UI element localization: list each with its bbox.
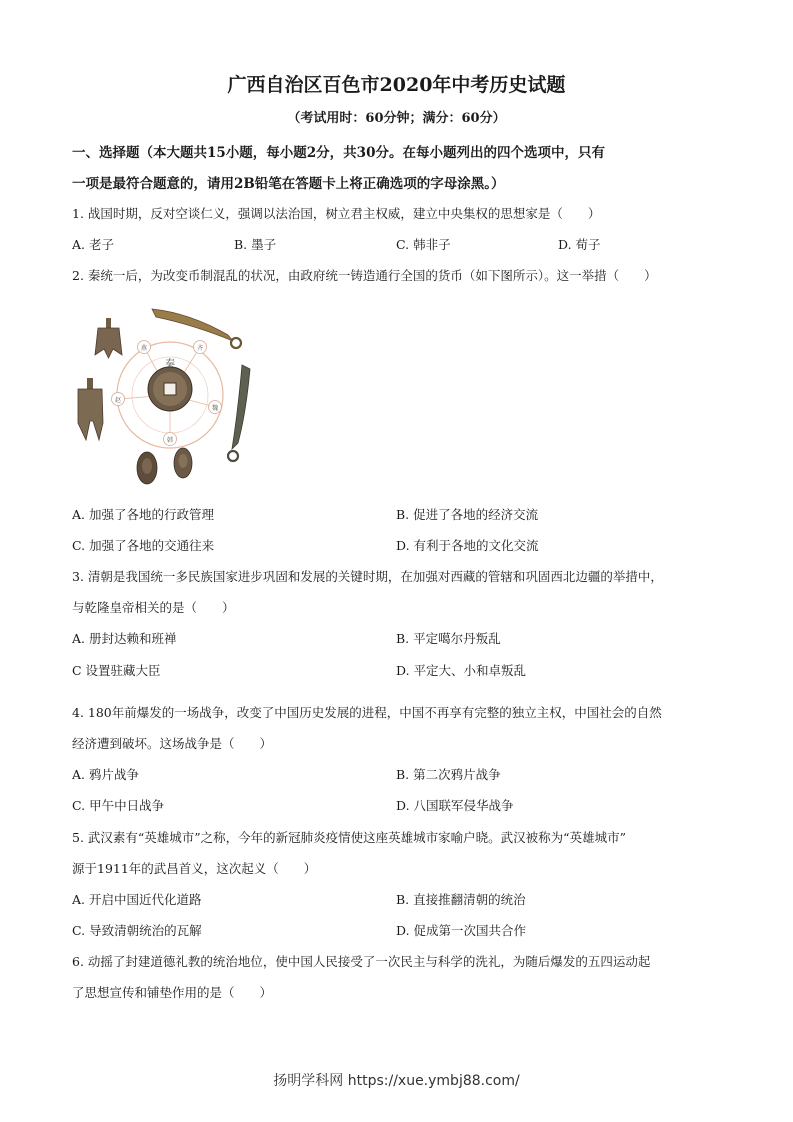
q3-option-b: B. 平定噶尔丹叛乱: [396, 631, 501, 646]
question-6-stem-line2: 了思想宣传和铺垫作用的是（ ）: [72, 985, 273, 1000]
q5-option-d: D. 促成第一次国共合作: [396, 923, 527, 938]
pointed-spade-coin-icon: [78, 378, 103, 440]
state-label-han: 韩: [166, 437, 174, 444]
question-2-stem: 2. 秦统一后，为改变币制混乱的状况，由政府统一铸造通行全国的货币（如下图所示）。这一举措（ ）: [72, 268, 657, 283]
knife-coin-right-icon: [228, 365, 250, 461]
question-3-stem-line1: 3. 清朝是我国统一多民族国家进步巩固和发展的关键时期，在加强对西藏的管辖和巩固西北边疆的举措中，: [72, 569, 663, 584]
q5-option-b: B. 直接推翻清朝的统治: [396, 892, 526, 907]
exam-info: （考试用时：60分钟；满分：60分）: [287, 111, 506, 126]
q4-option-c: C. 甲午中日战争: [72, 798, 165, 813]
question-4-stem-line1: 4. 180年前爆发的一场战争，改变了中国历史发展的进程，中国不再享有完整的独立主权，中国社会的自然: [72, 705, 662, 720]
question-5-stem-line2: 源于1911年的武昌首义，这次起义（ ）: [72, 861, 317, 876]
question-6-stem-line1: 6. 动摇了封建道德礼教的统治地位，使中国人民接受了一次民主与科学的洗礼，为随后爆发的五四运动起: [72, 954, 651, 969]
q3-option-a: A. 册封达赖和班禅: [72, 631, 177, 646]
q4-option-d: D. 八国联军侵华战争: [396, 798, 514, 813]
q4-option-a: A. 鸦片战争: [72, 767, 139, 782]
coin-square-hole: [164, 383, 176, 395]
q2-option-d: D. 有利于各地的文化交流: [396, 538, 539, 553]
q1-option-a: A. 老子: [72, 237, 114, 252]
coin-diagram: [70, 303, 260, 493]
section-heading-line2: 一项是最符合题意的，请用2B铅笔在答题卡上将正确选项的字母涂黑。）: [72, 176, 505, 192]
question-5-stem-line1: 5. 武汉素有“英雄城市”之称，今年的新冠肺炎疫情使这座英雄城市家喻户晓。武汉被称为“英雄城市”: [72, 830, 626, 845]
q2-option-b: B. 促进了各地的经济交流: [396, 507, 539, 522]
center-state-label: 秦: [165, 359, 175, 370]
q3-option-c: C 设置驻藏大臣: [72, 663, 161, 678]
state-label-wei: 魏: [211, 405, 219, 412]
q3-option-d: D. 平定大、小和卓叛乱: [396, 663, 527, 678]
state-label-zhao: 赵: [114, 397, 122, 404]
state-label-qi: 齐: [196, 345, 204, 352]
q5-option-c: C. 导致清朝统治的瓦解: [72, 923, 202, 938]
q5-option-a: A. 开启中国近代化道路: [72, 892, 202, 907]
q1-option-b: B. 墨子: [234, 237, 277, 252]
spade-coin-small-icon: [95, 318, 122, 358]
question-1-stem: 1. 战国时期，反对空谈仁义，强调以法治国，树立君主权威，建立中央集权的思想家是（ ）: [72, 206, 601, 221]
page-title: 广西自治区百色市2020年中考历史试题: [227, 74, 566, 96]
q2-option-c: C. 加强了各地的交通往来: [72, 538, 215, 553]
q1-option-d: D. 荀子: [558, 237, 601, 252]
footer-watermark: 扬明学科网 https://xue.ymbj88.com/: [273, 1073, 520, 1089]
question-4-stem-line2: 经济遭到破坏。这场战争是（ ）: [72, 736, 273, 751]
q2-option-a: A. 加强了各地的行政管理: [72, 507, 214, 522]
section-heading-line1: 一、选择题（本大题共15小题，每小题2分，共30分。在每小题列出的四个选项中，只有: [72, 145, 605, 161]
coin-unification-figure: [70, 303, 260, 493]
state-label-yan: 燕: [140, 345, 148, 352]
q4-option-b: B. 第二次鸦片战争: [396, 767, 501, 782]
q1-option-c: C. 韩非子: [396, 237, 451, 252]
ant-nose-coins-icon: [137, 448, 192, 484]
question-3-stem-line2: 与乾隆皇帝相关的是（ ）: [72, 600, 235, 615]
